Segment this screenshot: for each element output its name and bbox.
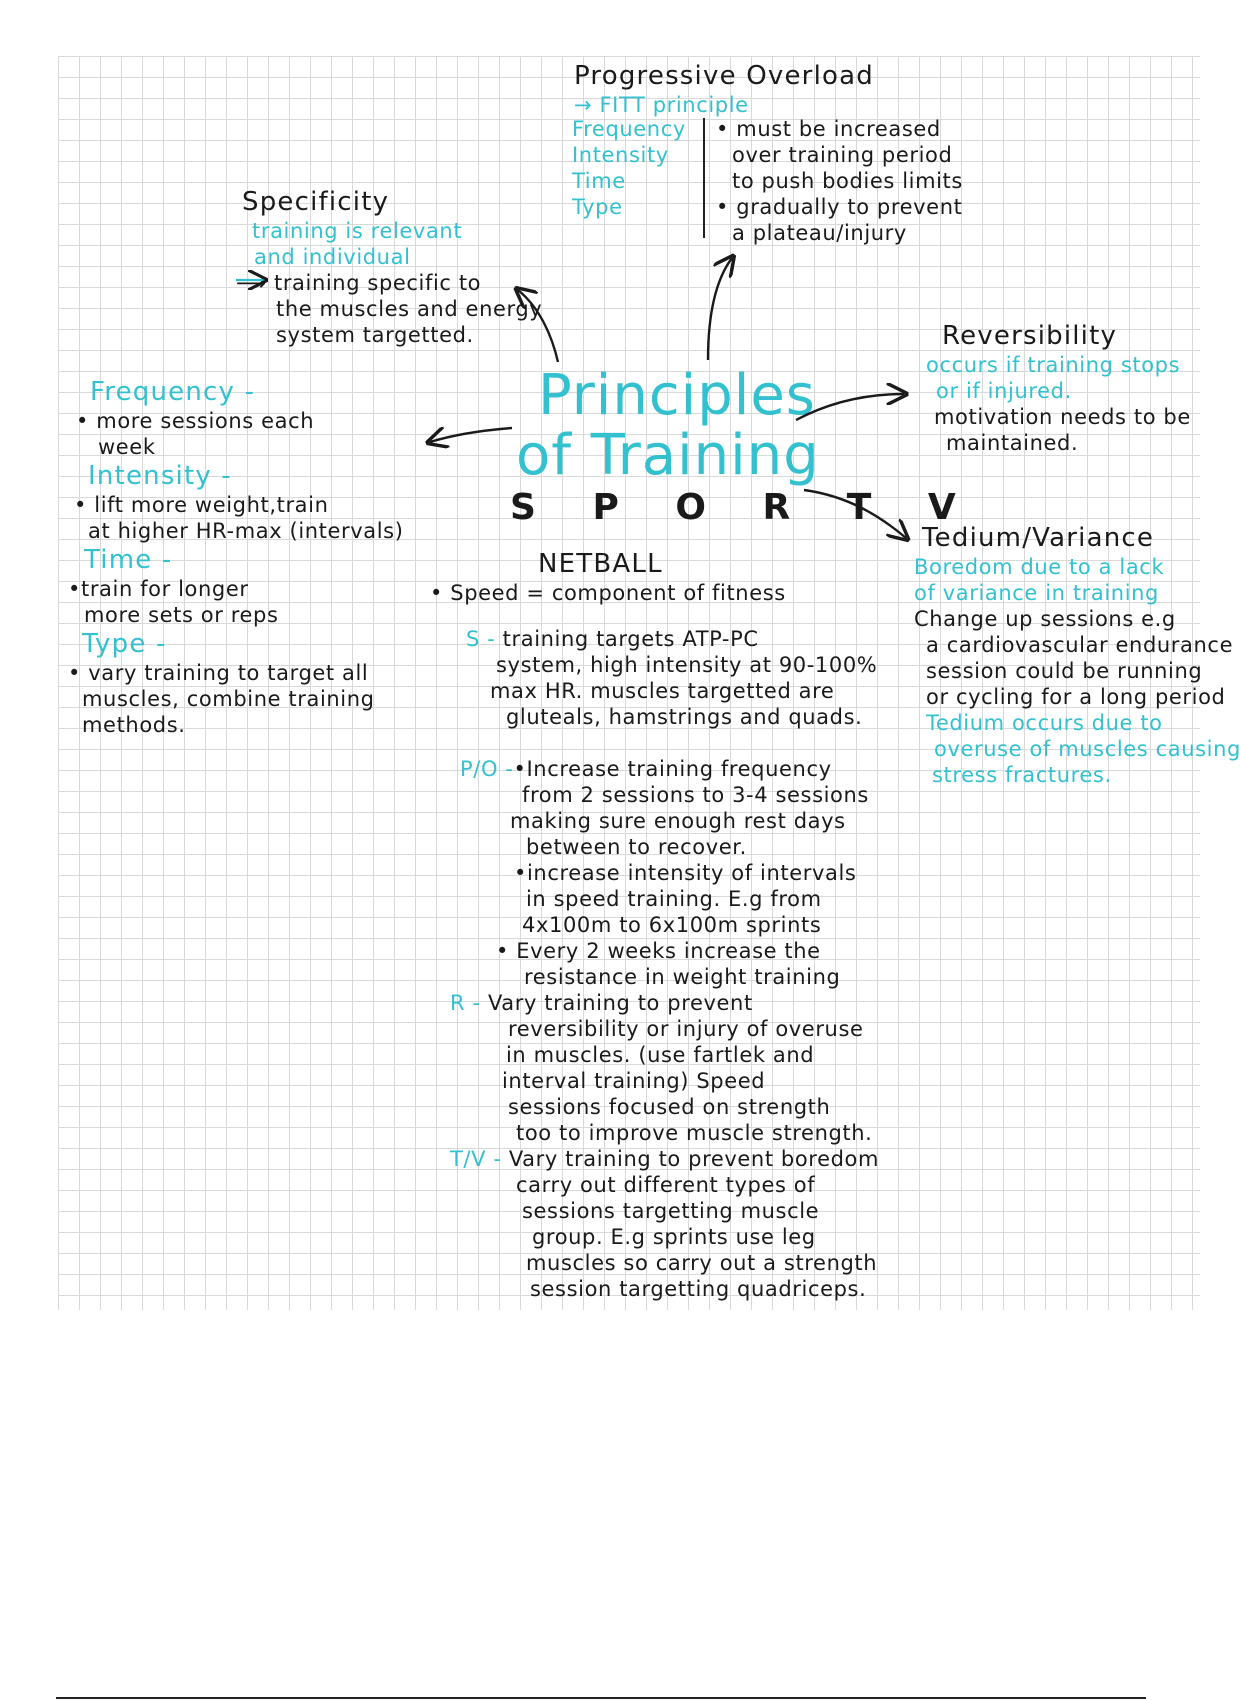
frequency-label: Frequency - xyxy=(90,377,256,407)
netball-heading: NETBALL xyxy=(538,549,663,579)
title-line-2: of Training xyxy=(516,423,820,488)
po-line: •increase intensity of intervals xyxy=(514,861,857,885)
netball-r-block xyxy=(450,990,872,1146)
sportv-acronym: S P O R T V xyxy=(510,487,978,528)
reversibility-line: motivation needs to be xyxy=(934,405,1191,429)
po-line: 4x100m to 6x100m sprints xyxy=(522,913,822,937)
note-line: a plateau/injury xyxy=(732,221,907,245)
specificity-line: ⟶ training specific to xyxy=(236,271,482,295)
s-line: gluteals, hamstrings and quads. xyxy=(506,705,863,729)
r-line: interval training) Speed xyxy=(502,1069,766,1093)
note-line: to push bodies limits xyxy=(732,169,963,193)
specificity-cyan-line: training is relevant xyxy=(252,219,463,243)
main-title xyxy=(516,363,820,488)
fitt-item: Time xyxy=(572,169,626,193)
fitt-items-list xyxy=(572,116,686,220)
netball-tv-block xyxy=(450,1146,879,1302)
netball-po-block xyxy=(460,756,869,990)
r-line: reversibility or injury of overuse xyxy=(508,1017,864,1041)
tv-label: T/V - xyxy=(450,1147,502,1171)
type-line: • vary training to target all xyxy=(68,661,369,685)
tedium-cyan-line: overuse of muscles causing xyxy=(934,737,1241,761)
specificity-line: the muscles and energy xyxy=(276,297,543,321)
po-line: • Every 2 weeks increase the xyxy=(496,939,821,963)
netball-s-block xyxy=(466,626,877,730)
tv-line: Vary training to prevent boredom xyxy=(508,1147,880,1171)
time-line: more sets or reps xyxy=(84,603,279,627)
frequency-line: week xyxy=(98,435,156,459)
tedium-cyan-line: of variance in training xyxy=(914,581,1159,605)
type-line: muscles, combine training xyxy=(82,687,375,711)
tv-line: sessions targetting muscle xyxy=(522,1199,820,1223)
s-line: max HR. muscles targetted are xyxy=(490,679,835,703)
title-line-1: Principles xyxy=(538,363,816,428)
tedium-line: or cycling for a long period xyxy=(926,685,1226,709)
intensity-label: Intensity - xyxy=(88,461,233,491)
tv-line: muscles so carry out a strength xyxy=(526,1251,878,1275)
tedium-line: session could be running xyxy=(926,659,1203,683)
frequency-line: • more sessions each xyxy=(76,409,315,433)
fitt-item: Type xyxy=(572,195,623,219)
po-line: in speed training. E.g from xyxy=(526,887,822,911)
progressive-overload-section xyxy=(574,60,874,118)
note-line: over training period xyxy=(732,143,953,167)
reversibility-cyan-line: or if injured. xyxy=(936,379,1072,403)
tedium-cyan-line: stress fractures. xyxy=(932,763,1112,787)
r-line: too to improve muscle strength. xyxy=(516,1121,873,1145)
fitt-principle-label: → FITT principle xyxy=(574,93,749,117)
specificity-heading: Specificity xyxy=(242,187,390,217)
specificity-section xyxy=(236,186,543,348)
tedium-cyan-line: Boredom due to a lack xyxy=(914,555,1165,579)
netball-section xyxy=(430,548,786,606)
reversibility-section xyxy=(926,320,1191,456)
r-line: Vary training to prevent xyxy=(487,991,753,1015)
type-label: Type - xyxy=(82,629,167,659)
fitt-divider xyxy=(703,118,705,238)
tv-line: group. E.g sprints use leg xyxy=(532,1225,816,1249)
time-label: Time - xyxy=(84,545,173,575)
tedium-line: Change up sessions e.g xyxy=(914,607,1176,631)
s-line: system, high intensity at 90-100% xyxy=(496,653,878,677)
po-label: P/O - xyxy=(460,757,514,781)
progressive-overload-notes xyxy=(716,116,963,246)
bottom-divider xyxy=(56,1697,1146,1699)
s-line: training targets ATP-PC xyxy=(502,627,759,651)
tedium-line: a cardiovascular endurance xyxy=(926,633,1234,657)
progressive-overload-heading: Progressive Overload xyxy=(574,61,874,91)
time-line: •train for longer xyxy=(68,577,249,601)
specificity-line: system targetted. xyxy=(276,323,474,347)
tedium-cyan-line: Tedium occurs due to xyxy=(926,711,1163,735)
po-line: from 2 sessions to 3-4 sessions xyxy=(522,783,869,807)
po-line: resistance in weight training xyxy=(524,965,841,989)
note-line: • gradually to prevent xyxy=(716,195,963,219)
fitt-detail-section xyxy=(68,376,404,738)
tedium-section xyxy=(914,522,1241,788)
s-label: S - xyxy=(466,627,496,651)
reversibility-cyan-line: occurs if training stops xyxy=(926,353,1181,377)
reversibility-line: maintained. xyxy=(946,431,1079,455)
intensity-line: at higher HR-max (intervals) xyxy=(88,519,404,543)
r-label: R - xyxy=(450,991,481,1015)
intensity-line: • lift more weight,train xyxy=(74,493,329,517)
tv-line: session targetting quadriceps. xyxy=(530,1277,867,1301)
po-line: between to recover. xyxy=(526,835,747,859)
fitt-item: Intensity xyxy=(572,143,669,167)
po-line: making sure enough rest days xyxy=(510,809,846,833)
fitt-item: Frequency xyxy=(572,117,686,141)
note-line: • must be increased xyxy=(716,117,941,141)
tedium-heading: Tedium/Variance xyxy=(922,523,1155,553)
tv-line: carry out different types of xyxy=(516,1173,816,1197)
r-line: in muscles. (use fartlek and xyxy=(506,1043,815,1067)
po-line: •Increase training frequency xyxy=(513,757,832,781)
specificity-cyan-line: and individual xyxy=(254,245,411,269)
type-line: methods. xyxy=(82,713,186,737)
speed-line: • Speed = component of fitness xyxy=(430,581,786,605)
r-line: sessions focused on strength xyxy=(508,1095,831,1119)
reversibility-heading: Reversibility xyxy=(942,321,1118,351)
